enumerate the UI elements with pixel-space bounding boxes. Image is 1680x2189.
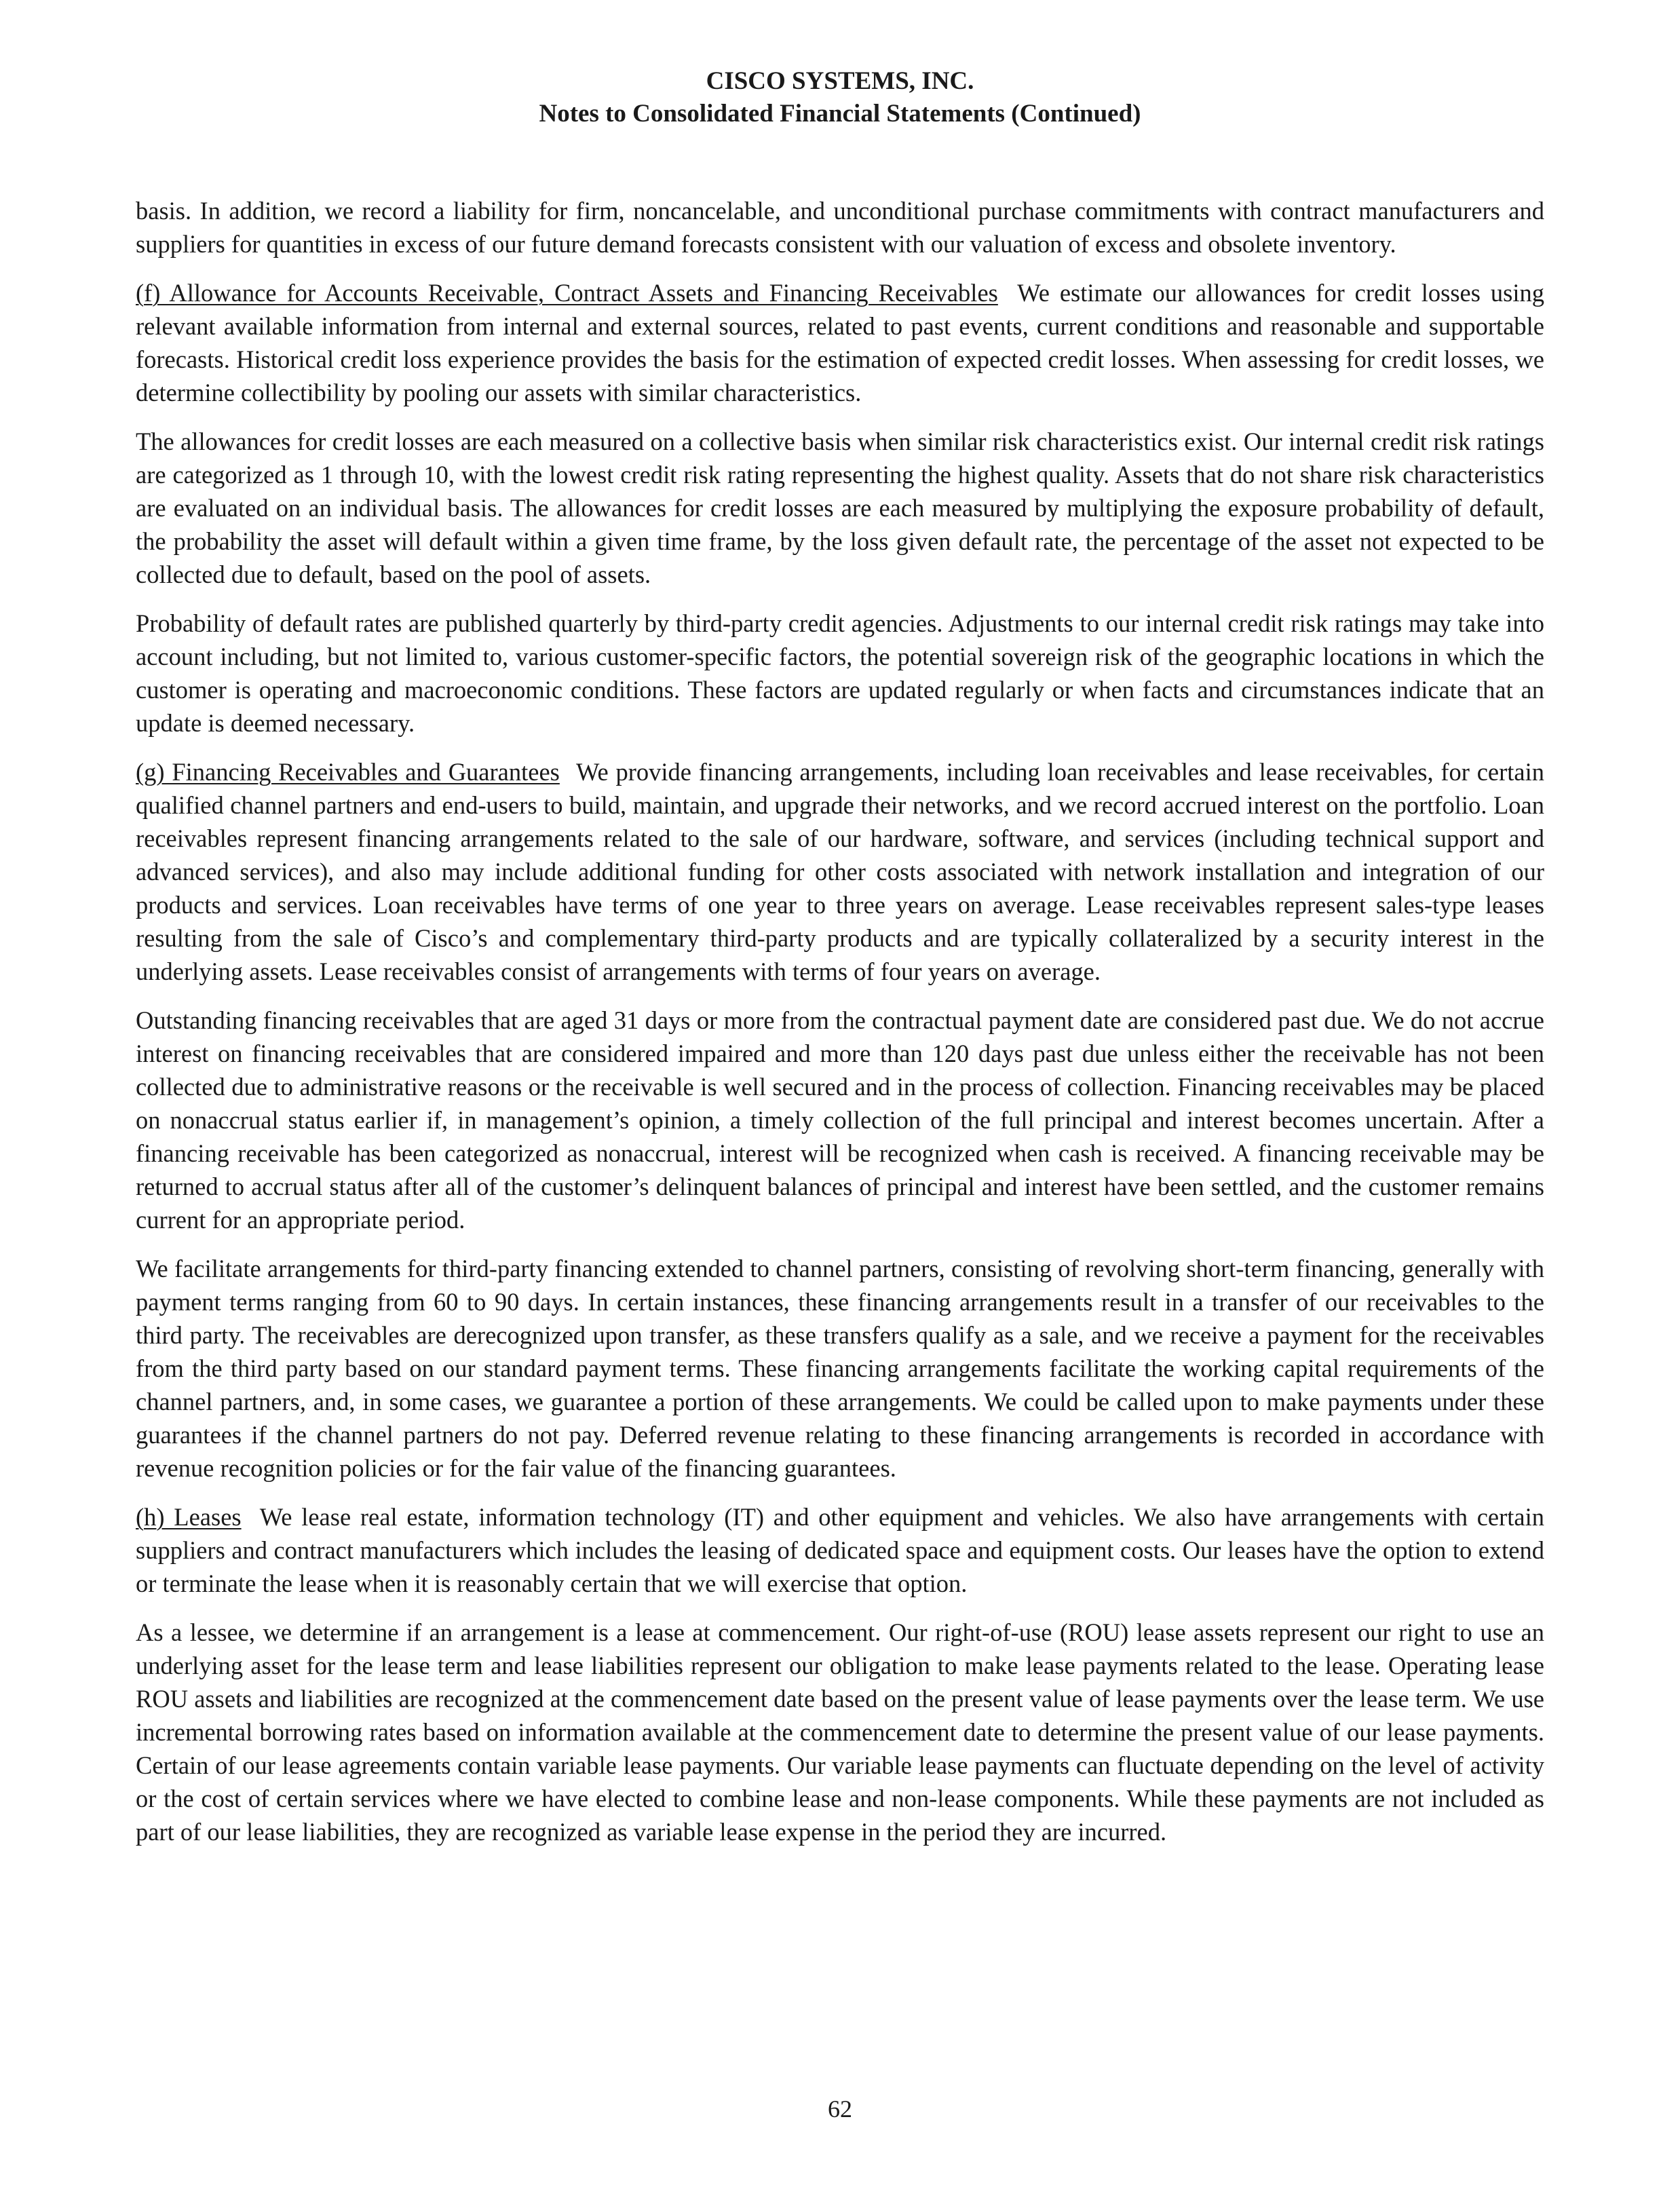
section-heading-financing: (g) Financing Receivables and Guarantees	[136, 758, 560, 786]
paragraph-text: We lease real estate, information technology (IT) and other equipment and vehicles. We also have arrangements with certain suppliers and contract manufacturers which includes the leasing of dedicated space and equipment costs. Our leases have the option to extend or terminate the lease when it is reasonably certain that we will exercise that option.	[136, 1503, 1545, 1597]
paragraph-text: basis. In addition, we record a liability for firm, noncancelable, and unconditional purchase commitments with contract manufacturers and suppliers for quantities in excess of our future demand forecasts consistent with our valuation of excess and obsolete inventory.	[136, 197, 1544, 258]
company-name: CISCO SYSTEMS, INC.	[706, 67, 974, 95]
paragraph-credit-loss-measurement	[136, 425, 1544, 591]
page-subtitle: Notes to Consolidated Financial Statements (Continued)	[539, 100, 1141, 128]
paragraph-text: We provide financing arrangements, including loan receivables and lease receivables, for certain qualified channel partners and end-users to build, maintain, and upgrade their networks, and we record accrued interest on the portfolio. Loan receivables represent financing arrangements related to the sale of our hardware, software, and services (including technical support and advanced services), and also may include additional funding for other costs associated with network installation and integration of our products and services. Loan receivables have terms of one year to three years on average. Lease receivables represent sales-type leases resulting from the sale of Cisco’s and complementary third-party products and are typically collateralized by a security interest in the underlying assets. Lease receivables consist of arrangements with terms of four years on average.	[136, 758, 1544, 985]
paragraph-lessee	[136, 1616, 1544, 1848]
page-header	[0, 65, 1680, 130]
page-number: 62	[828, 2095, 852, 2123]
paragraph-default-rates	[136, 607, 1544, 740]
paragraph-text: We facilitate arrangements for third-party financing extended to channel partners, consisting of revolving short-term financing, generally with payment terms ranging from 60 to 90 days. In certain instances, these financing arrangements result in a transfer of our receivables to the third party. The receivables are derecognized upon transfer, as these transfers qualify as a sale, and we receive a payment for the receivables from the third party based on our standard payment terms. These financing arrangements facilitate the working capital requirements of the channel partners, and, in some cases, we guarantee a portion of these arrangements. We could be called upon to make payments under these guarantees if the channel partners do not pay. Deferred revenue relating to these financing arrangements is recorded in accordance with revenue recognition policies or for the fair value of the financing guarantees.	[136, 1255, 1544, 1482]
paragraph-leases	[136, 1500, 1544, 1600]
paragraph-text: Outstanding financing receivables that are aged 31 days or more from the contractual payment date are considered past due. We do not accrue interest on financing receivables that are considered impaired and more than 120 days past due unless either the receivable has not been collected due to administrative reasons or the receivable is well secured and in the process of collection. Financing receivables may be placed on nonaccrual status earlier if, in management’s opinion, a timely collection of the full principal and interest becomes uncertain. After a financing receivable has been categorized as nonaccrual, interest will be recognized when cash is received. A financing receivable may be returned to accrual status after all of the customer’s delinquent balances of principal and interest have been settled, and the customer remains current for an appropriate period.	[136, 1006, 1544, 1234]
section-heading-allowance: (f) Allowance for Accounts Receivable, Contract Assets and Financing Receivables	[136, 279, 998, 307]
paragraph-past-due	[136, 1004, 1544, 1236]
paragraph-allowance	[136, 276, 1544, 409]
paragraph-text: We estimate our allowances for credit losses using relevant available information from internal and external sources, related to past events, current conditions and reasonable and supportable forecasts. Historical credit loss experience provides the basis for the estimation of expected credit losses. When assessing for credit losses, we determine collectibility by pooling our assets with similar characteristics.	[136, 279, 1544, 406]
paragraph-third-party-financing	[136, 1252, 1544, 1485]
document-body	[136, 194, 1544, 1864]
paragraph-text: Probability of default rates are published quarterly by third-party credit agencies. Adjustments to our internal credit risk ratings may take into account including, but not limited to, various customer-specific factors, the potential sovereign risk of the geographic locations in which the customer is operating and macroeconomic conditions. These factors are updated regularly or when facts and circumstances indicate that an update is deemed necessary.	[136, 609, 1544, 737]
paragraph-text: The allowances for credit losses are each measured on a collective basis when similar risk characteristics exist. Our internal credit risk ratings are categorized as 1 through 10, with the lowest credit risk rating representing the highest quality. Assets that do not share risk characteristics are evaluated on an individual basis. The allowances for credit losses are each measured by multiplying the exposure probability of default, the probability the asset will default within a given time frame, by the loss given default rate, the percentage of the asset not expected to be collected due to default, based on the pool of assets.	[136, 427, 1544, 588]
paragraph-financing-receivables	[136, 755, 1544, 988]
paragraph-text: As a lessee, we determine if an arrangement is a lease at commencement. Our right-of-use (ROU) lease assets represent our right to use an underlying asset for the lease term and lease liabilities represent our obligation to make lease payments related to the lease. Operating lease ROU assets and liabilities are recognized at the commencement date based on the present value of lease payments over the lease term. We use incremental borrowing rates based on information available at the commencement date to determine the present value of our lease payments. Certain of our lease agreements contain variable lease payments. Our variable lease payments can fluctuate depending on the level of activity or the cost of certain services where we have elected to combine lease and non-lease components. While these payments are not included as part of our lease liabilities, they are recognized as variable lease expense in the period they are incurred.	[136, 1618, 1544, 1846]
section-heading-leases: (h) Leases	[136, 1503, 242, 1531]
paragraph-inventory-continued	[136, 194, 1544, 261]
